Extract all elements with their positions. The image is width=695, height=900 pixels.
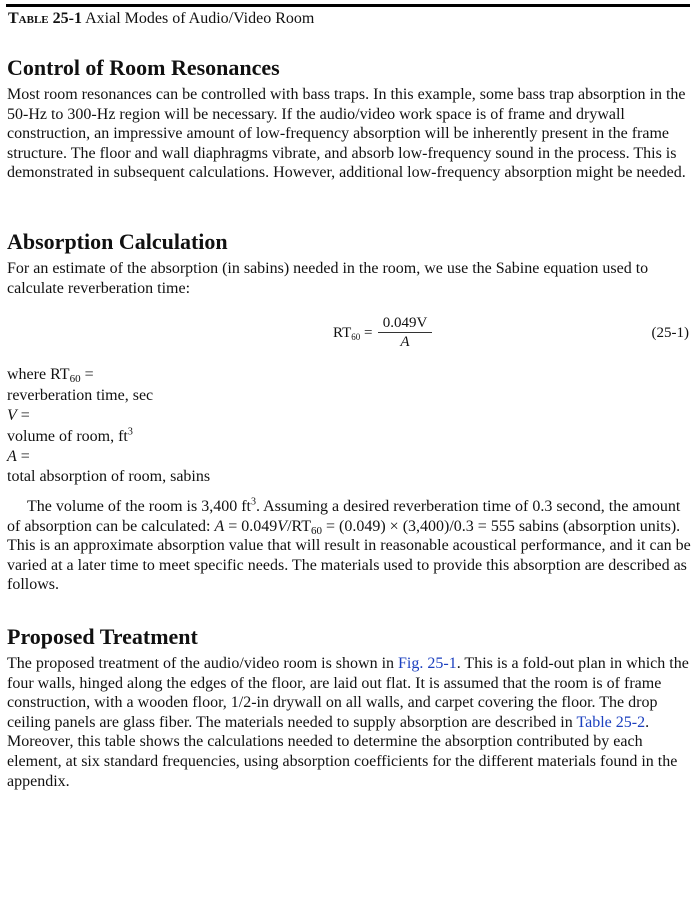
where-v: V = — [7, 407, 30, 424]
table-25-2-link[interactable]: Table 25-2 — [576, 713, 646, 731]
paragraph-control-resonances: Most room resonances can be controlled with bass traps. In this example, some bass trap absorption in the 50-Hz to 300-Hz region will be necessary. If the audio/video work space is of frame and drywall construction, an impressive amount of low-frequency absorption will be inherently present in the frame structure. The floor and wall diaphragms vibrate, and absorb low-frequency sound in the process. This is demonstrated in subsequent calculations. However, additional low-frequency absorption might be needed. — [7, 86, 686, 182]
paragraph-volume: The volume of the room is 3,400 $ft^3$. Assuming a desired reverberation time of 0.3 second, the amount of absorption can be calculated: $A = 0.049V/RT_{60} = (0.049) \times (3,400)/0.3 = 555$ sabins (absorption units). This is an approximate absorption value that will result in reasonable acoustical performance, and it can be varied at a later time to meet specific needs. The materials used to provide this absorption are described as follows. — [7, 496, 691, 594]
where-a: A = — [7, 448, 30, 465]
equation-number: (25-1) — [651, 325, 689, 341]
table-label: Table 25-1 — [8, 10, 82, 27]
equation-numerator: 0.049V — [378, 314, 432, 333]
where-v-def: volume of room, $ft^3$ — [7, 426, 133, 445]
heading-proposed-treatment: Proposed Treatment — [7, 624, 198, 649]
top-rule — [6, 4, 690, 7]
table-caption — [8, 9, 314, 29]
paragraph-absorption-intro: For an estimate of the absorption (in sabins) needed in the room, we use the Sabine equation used to calculate reverberation time: — [7, 260, 649, 297]
equation-lhs: $RT_{60}$ = — [333, 325, 373, 342]
where-a-def: total absorption of room, sabins — [7, 468, 211, 485]
where-rt60-def: reverberation time, sec — [7, 387, 154, 404]
where-rt60: where $RT_{60}$ = — [7, 366, 94, 385]
paragraph-proposed-treatment: The proposed treatment of the audio/video room is shown in Fig. 25-1. This is a fold-out plan in which the four walls, hinged along the edges of the floor, are laid out flat. It is assumed that the room is of frame construction, with a wooden floor, 1/2-in drywall on all walls, and carpet covering the floor. The drop ceiling panels are glass fiber. The materials needed to supply absorption are described in Table 25-2. Moreover, this table shows the calculations needed to determine the absorption contributed by each element, at six standard frequencies, using absorption coefficients for the different materials found in the appendix. — [7, 655, 689, 790]
equation-fraction — [378, 314, 432, 351]
heading-control-resonances: Control of Room Resonances — [7, 55, 280, 80]
heading-absorption-calculation: Absorption Calculation — [7, 229, 228, 254]
table-title: Axial Modes of Audio/Video Room — [85, 10, 315, 27]
fig-25-1-link[interactable]: Fig. 25-1 — [398, 655, 457, 672]
equation-denominator: A — [400, 334, 410, 350]
sabine-equation — [333, 314, 443, 354]
